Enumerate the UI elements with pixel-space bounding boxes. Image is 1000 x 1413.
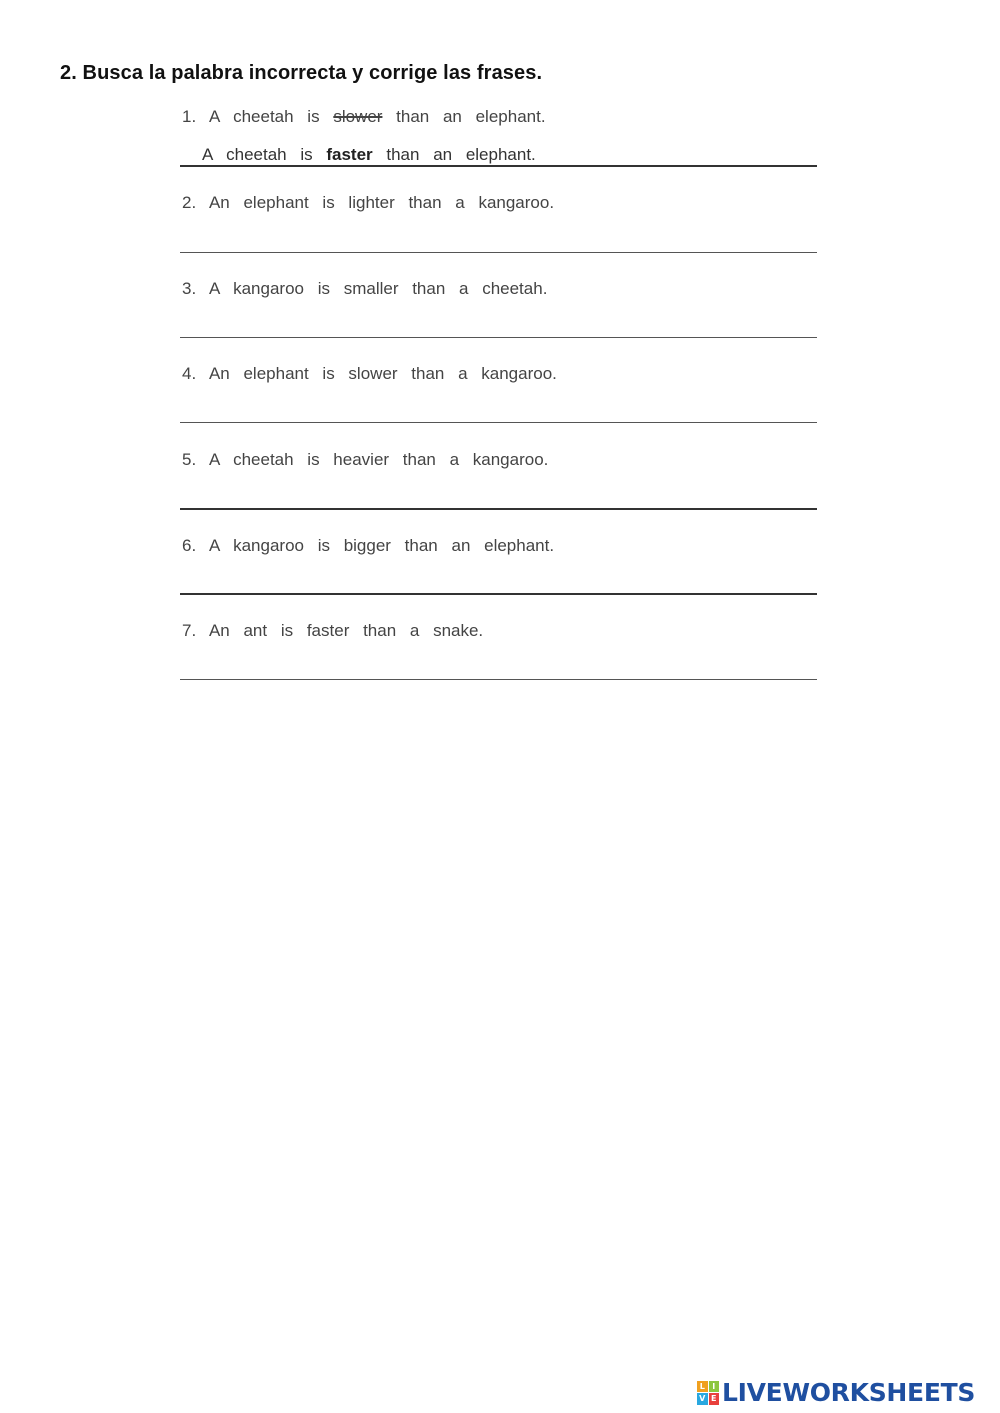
answer-suffix: than an elephant. [372, 145, 536, 164]
answer-line-5[interactable] [180, 508, 817, 510]
liveworksheets-logo [697, 1378, 975, 1407]
example-suffix: than an elephant. [382, 107, 546, 126]
struck-word: slower [333, 107, 383, 126]
answer-line-4[interactable] [180, 422, 817, 423]
logo-mark-i: I [709, 1381, 720, 1393]
logo-mark-icon [697, 1381, 719, 1405]
exercise-heading: 2. Busca la palabra incorrecta y corrige las frases. [60, 62, 543, 84]
sentence-2: 2. An elephant is lighter than a kangaroo. [182, 193, 555, 212]
sentence-4: 4. An elephant is slower than a kangaroo. [182, 364, 557, 383]
logo-mark-e: E [709, 1393, 720, 1405]
answer-line-1 [180, 165, 817, 167]
answer-line-3[interactable] [180, 337, 817, 338]
answer-line-7[interactable] [180, 679, 817, 680]
sentence-6: 6. A kangaroo is bigger than an elephant. [182, 536, 555, 555]
example-prefix: 1. A cheetah is [182, 107, 334, 126]
logo-mark-l: L [697, 1381, 708, 1393]
sentence-7: 7. An ant is faster than a snake. [182, 621, 484, 640]
answer-word: faster [326, 145, 373, 164]
sentence-3: 3. A kangaroo is smaller than a cheetah. [182, 279, 548, 298]
example-answer [202, 145, 536, 165]
answer-line-6[interactable] [180, 593, 817, 595]
logo-text: LIVEWORKSHEETS [722, 1378, 976, 1407]
logo-mark-v: V [697, 1393, 708, 1405]
answer-line-2[interactable] [180, 252, 817, 253]
answer-prefix: A cheetah is [202, 145, 327, 164]
sentence-5: 5. A cheetah is heavier than a kangaroo. [182, 450, 549, 469]
example-sentence [182, 107, 546, 127]
